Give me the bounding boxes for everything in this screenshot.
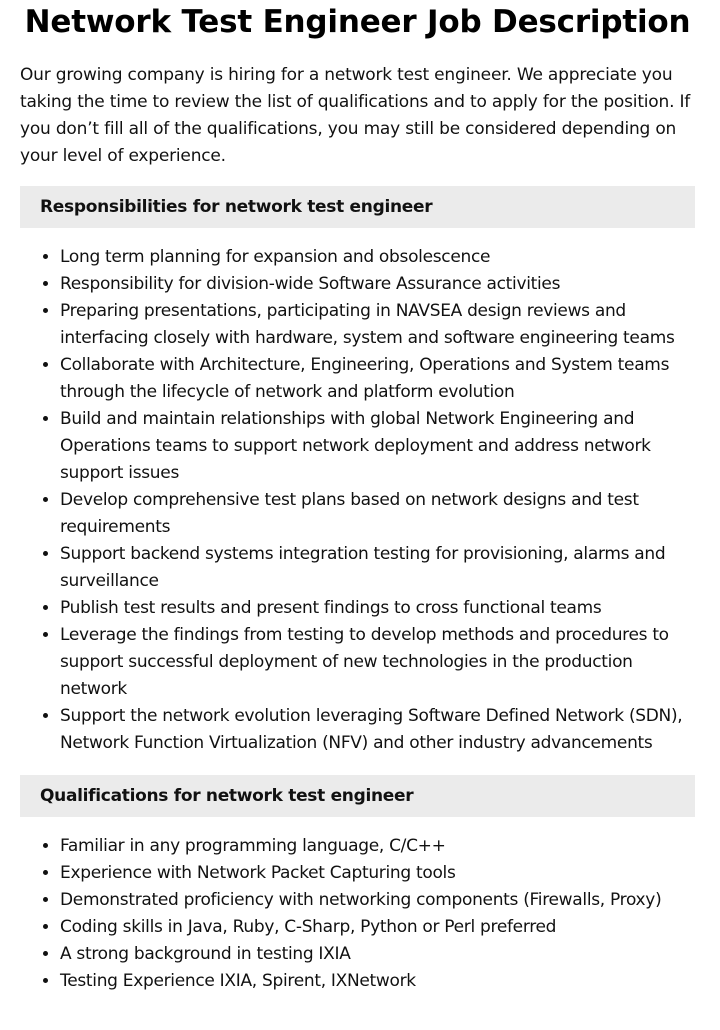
intro-paragraph: Our growing company is hiring for a network test engineer. We appreciate you taking the time to review the list of qualifications and to apply for the position. If you don’t fill all of the qualifications, you may still be considered depending on your level of experience.	[20, 65, 691, 166]
list-item: • A strong background in testing IXIA	[60, 941, 695, 968]
list-item: • Testing Experience IXIA, Spirent, IXNetwork	[60, 968, 695, 995]
qualifications-section	[20, 775, 695, 995]
list-item: • Long term planning for expansion and obsolescence	[60, 244, 695, 271]
responsibilities-heading: Responsibilities for network test engineer	[20, 186, 695, 228]
list-item: • Support the network evolution leveraging Software Defined Network (SDN), Network Function Virtualization (NFV) and other industry advancements	[60, 703, 695, 757]
qualifications-heading: Qualifications for network test engineer	[20, 775, 695, 817]
list-item: • Responsibility for division-wide Software Assurance activities	[60, 271, 695, 298]
responsibilities-section	[20, 186, 695, 757]
list-item: • Experience with Network Packet Capturing tools	[60, 860, 695, 887]
list-item: • Develop comprehensive test plans based on network designs and test requirements	[60, 487, 695, 541]
list-item: • Familiar in any programming language, C/C++	[60, 833, 695, 860]
qualifications-list	[20, 833, 695, 995]
page-title: Network Test Engineer Job Description	[24, 4, 691, 40]
list-item: • Coding skills in Java, Ruby, C-Sharp, Python or Perl preferred	[60, 914, 695, 941]
list-item: • Build and maintain relationships with global Network Engineering and Operations teams to support network deployment and address network support issues	[60, 406, 695, 487]
list-item: • Collaborate with Architecture, Engineering, Operations and System teams through the lifecycle of network and platform evolution	[60, 352, 695, 406]
responsibilities-list	[20, 244, 695, 757]
list-item: • Publish test results and present findings to cross functional teams	[60, 595, 695, 622]
list-item: • Support backend systems integration testing for provisioning, alarms and surveillance	[60, 541, 695, 595]
list-item: • Demonstrated proficiency with networking components (Firewalls, Proxy)	[60, 887, 695, 914]
list-item: • Preparing presentations, participating in NAVSEA design reviews and interfacing closely with hardware, system and software engineering teams	[60, 298, 695, 352]
list-item: • Leverage the findings from testing to develop methods and procedures to support successful deployment of new technologies in the production network	[60, 622, 695, 703]
